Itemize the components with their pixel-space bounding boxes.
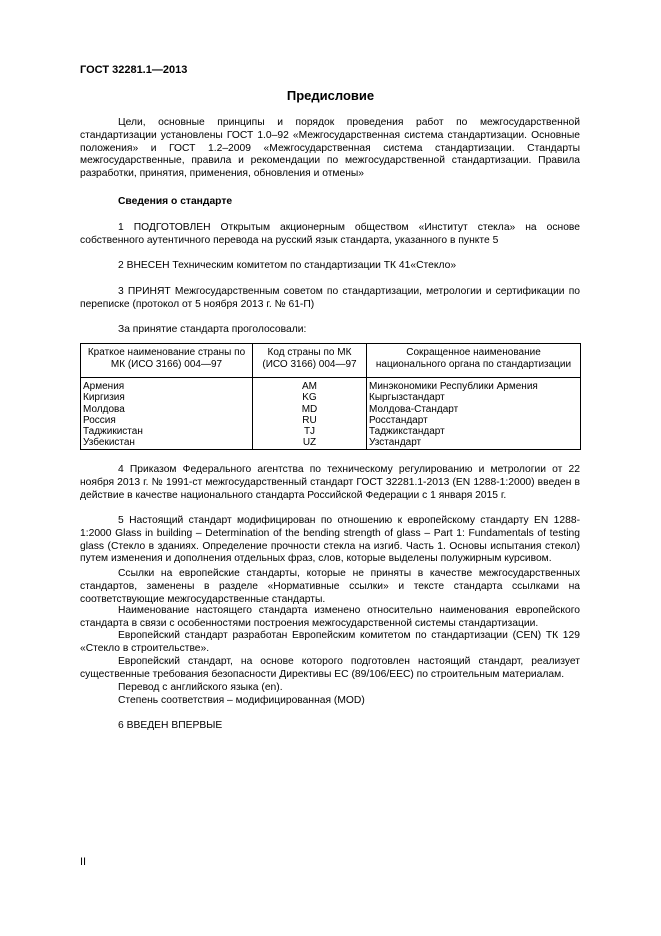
organization-cell: Росстандарт: [367, 415, 581, 426]
code-cell: KG: [253, 392, 367, 403]
page-title: Предисловие: [286, 88, 375, 103]
column-header-code: Код страны по МК (ИСО 3166) 004—97: [253, 344, 367, 378]
country-cell: Таджикистан: [81, 426, 253, 437]
code-cell: MD: [253, 404, 367, 415]
countries-table: [80, 343, 581, 450]
item-5-translation-line: Перевод с английского языка (en).: [118, 682, 283, 693]
document-header: ГОСТ 32281.1—2013: [80, 64, 188, 76]
country-cell: Молдова: [81, 404, 253, 415]
voted-caption: За принятие стандарта проголосовали:: [118, 324, 307, 335]
table-row: [81, 392, 581, 403]
item-5-paragraph: 5 Настоящий стандарт модифицирован по отношению к европейскому стандарту EN 1288-1:2000 Glass in building – Determination of the bending strength of glass – Part 1: Fundamentals of testing glass (Стекло в зданиях. Определение прочности стекла на изгиб. Часть 1. Основы испытания стекол) путем изменения и дополнения отдельных фраз, слов, которые выделены полужирным курсивом.: [80, 515, 580, 565]
organization-cell: Молдова-Стандарт: [367, 404, 581, 415]
item-1-paragraph: 1 ПОДГОТОВЛЕН Открытым акционерным обществом «Институт стекла» на основе собственного аутентичного перевода на русский язык стандарта, указанного в пункте 5: [80, 222, 580, 246]
table-row: [81, 404, 581, 415]
country-cell: Узбекистан: [81, 437, 253, 449]
item-5-references-paragraph: Ссылки на европейские стандарты, которые не приняты в качестве межгосударственных стандартов, заменены в разделе «Нормативные ссылки» и тексте стандарта ссылками на соответствующие межгосударственные стандарты.: [80, 568, 580, 605]
item-2-paragraph: 2 ВНЕСЕН Техническим комитетом по стандартизации ТК 41«Стекло»: [118, 260, 457, 271]
country-cell: Армения: [81, 378, 253, 393]
column-header-country: Краткое наименование страны по МК (ИСО 3166) 004—97: [81, 344, 253, 378]
code-cell: AM: [253, 378, 367, 393]
organization-cell: Узстандарт: [367, 437, 581, 449]
item-5-name-paragraph: Наименование настоящего стандарта изменено относительно наименования европейского стандарта в связи с особенностями построения межгосударственной системы стандартизации.: [80, 605, 580, 629]
info-heading: Сведения о стандарте: [118, 196, 233, 207]
page-number: II: [80, 856, 87, 868]
column-header-organization: Сокращенное наименование национального органа по стандартизации: [367, 344, 581, 378]
item-6-paragraph: 6 ВВЕДЕН ВПЕРВЫЕ: [118, 720, 223, 731]
table-row: [81, 378, 581, 393]
organization-cell: Таджикстандарт: [367, 426, 581, 437]
item-5-conformity-line: Степень соответствия – модифицированная (MOD): [118, 695, 365, 706]
country-cell: Россия: [81, 415, 253, 426]
country-cell: Киргизия: [81, 392, 253, 403]
item-4-paragraph: 4 Приказом Федерального агентства по техническому регулированию и метрологии от 22 ноября 2013 г. № 1991-ст межгосударственный стандарт ГОСТ 32281.1-2013 (EN 1288-1:2000) введен в действие в качестве национального стандарта Российской Федерации с 1 января 2015 г.: [80, 464, 580, 501]
item-5-directive-paragraph: Европейский стандарт, на основе которого подготовлен настоящий стандарт, реализует существенные требования безопасности Директивы ЕС (89/106/ЕЕС) по строительным материалам.: [80, 656, 580, 680]
item-3-paragraph: 3 ПРИНЯТ Межгосударственным советом по стандартизации, метрологии и сертификации по переписке (протокол от 5 ноября 2013 г. № 61-П): [80, 286, 580, 310]
organization-cell: Кыргызстандарт: [367, 392, 581, 403]
code-cell: TJ: [253, 426, 367, 437]
table-header-row: [81, 344, 581, 378]
organization-cell: Минэкономики Республики Армения: [367, 378, 581, 393]
code-cell: UZ: [253, 437, 367, 449]
table-row: [81, 415, 581, 426]
intro-paragraph: Цели, основные принципы и порядок проведения работ по межгосударственной стандартизации установлены ГОСТ 1.0–92 «Межгосударственная система стандартизации. Основные положения» и ГОСТ 1.2–2009 «Межгосударственная система стандартизации. Стандарты межгосударственные, правила и рекомендации по межгосударственной стандартизации. Правила разработки, принятия, применения, обновления и отмены»: [80, 117, 580, 180]
table-row: [81, 426, 581, 437]
item-5-cen-paragraph: Европейский стандарт разработан Европейским комитетом по стандартизации (CEN) ТК 129 «Стекло в строительстве».: [80, 630, 580, 654]
table-row: [81, 437, 581, 449]
code-cell: RU: [253, 415, 367, 426]
